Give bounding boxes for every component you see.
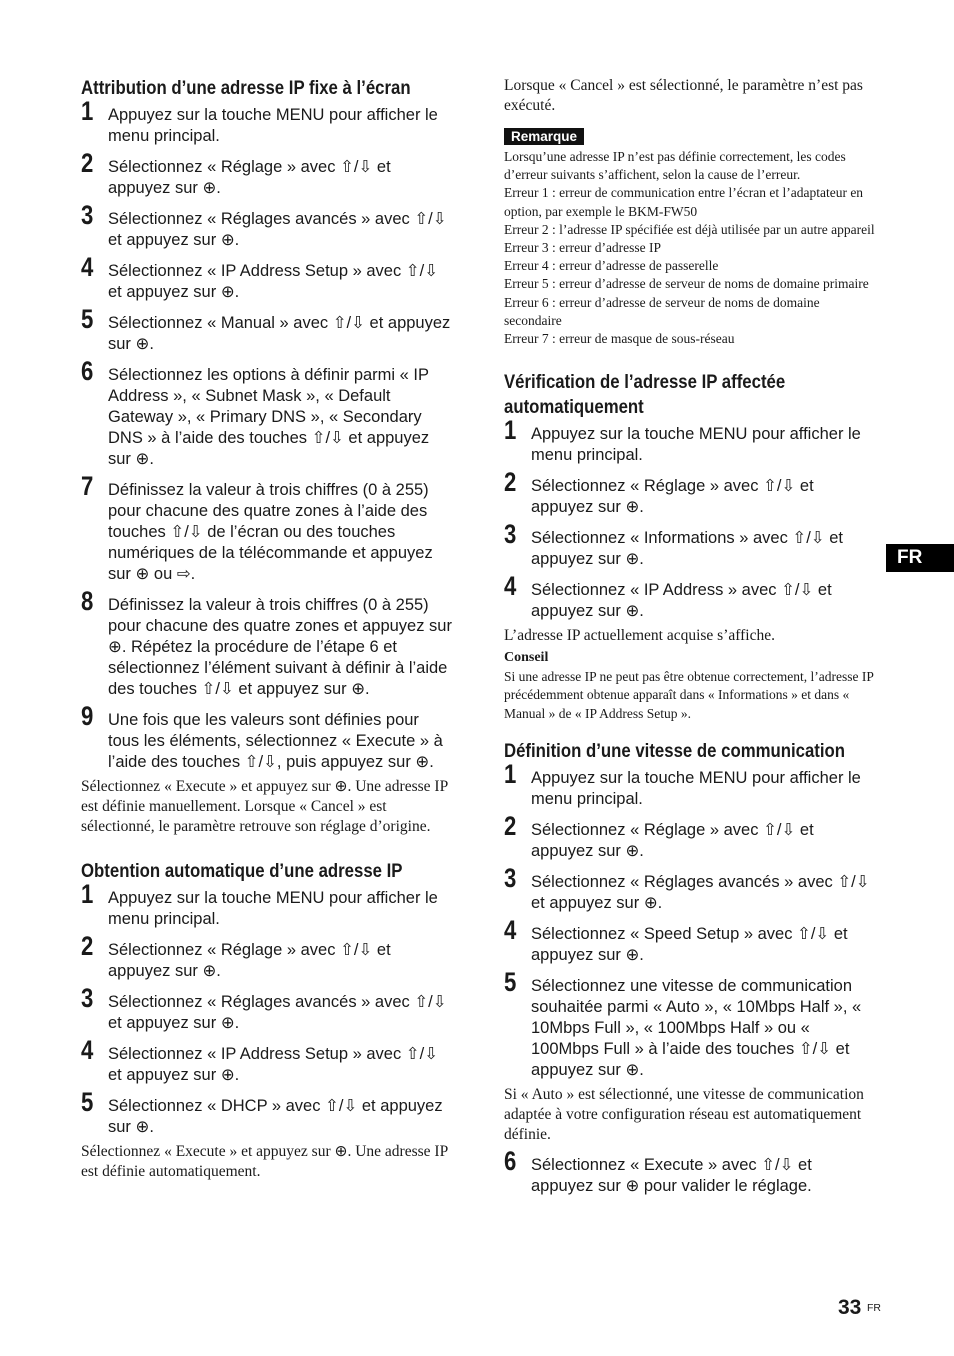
section-heading-fixed-ip: Attribution d’une adresse IP fixe à l’écran xyxy=(81,77,411,99)
step-text: Appuyez sur la touche MENU pour afficher le menu principal. xyxy=(531,425,861,465)
step-item xyxy=(504,862,876,914)
step-text: Définissez la valeur à trois chiffres (0 à 255) pour chacune des quatre zones à l’aide des touches ⇧/⇩ de l’écran ou des touches numériques de la télécommande et appuyez sur ⊕ ou ⇨. xyxy=(108,481,433,583)
step-number: 2 xyxy=(81,148,94,178)
step-text: Sélectionnez « Manual » avec ⇧/⇩ et appuyez sur ⊕. xyxy=(108,314,451,353)
step-text: Sélectionnez « IP Address Setup » avec ⇧/⇩ et appuyez sur ⊕. xyxy=(108,262,439,301)
step-text: Sélectionnez « Execute » avec ⇧/⇩ et appuyez sur ⊕ pour valider le réglage. xyxy=(531,1155,812,1195)
step-text: Appuyez sur la touche MENU pour afficher le menu principal. xyxy=(108,889,438,928)
step-number: 3 xyxy=(81,983,94,1013)
step-text: Sélectionnez « Réglage » avec ⇧/⇩ et appuyez sur ⊕. xyxy=(108,158,391,197)
step-text: Définissez la valeur à trois chiffres (0 à 255) pour chacune des quatre zones et appuyez sur ⊕. Répétez la procédure de l’étape 6 et sélectionnez l’élément suivant à définir à l’aide des touches ⇧/⇩ et appuyez sur ⊕. xyxy=(108,596,452,698)
tip-label: Conseil xyxy=(504,650,549,666)
step-item xyxy=(504,415,876,466)
step-item xyxy=(504,519,876,570)
remark-line: Erreur 6 : erreur d’adresse de serveur de noms de domaine secondaire xyxy=(504,294,820,328)
step-item xyxy=(81,879,453,930)
step-number: 7 xyxy=(81,471,94,501)
remark-block xyxy=(504,148,876,348)
step-text: Sélectionnez « IP Address Setup » avec ⇧/⇩ et appuyez sur ⊕. xyxy=(108,1045,439,1084)
step-text: Sélectionnez « IP Address » avec ⇧/⇩ et appuyez sur ⊕. xyxy=(531,581,832,621)
step-item xyxy=(81,356,453,470)
page-number: 33 xyxy=(838,1296,862,1319)
step-item xyxy=(81,1087,453,1138)
step-number: 3 xyxy=(504,519,517,550)
step-item xyxy=(504,758,876,810)
step-item xyxy=(81,200,453,251)
step-number: 4 xyxy=(81,1035,94,1065)
step-item xyxy=(504,467,876,518)
steps-auto-ip xyxy=(81,879,453,1138)
language-tab: FR xyxy=(886,544,954,572)
note-speed: Si « Auto » est sélectionné, une vitesse de communication adaptée à votre configuration réseau est automatiquement définie. xyxy=(504,1085,864,1143)
steps-verify-ip xyxy=(504,415,876,622)
step-number: 3 xyxy=(504,862,517,893)
step-item xyxy=(504,914,876,966)
step-text: Sélectionnez « Réglage » avec ⇧/⇩ et appuyez sur ⊕. xyxy=(531,820,814,860)
step-text: Sélectionnez « DHCP » avec ⇧/⇩ et appuyez sur ⊕. xyxy=(108,1097,443,1136)
step-item xyxy=(81,148,453,199)
step-text: Sélectionnez « Réglages avancés » avec ⇧/⇩ et appuyez sur ⊕. xyxy=(108,993,447,1032)
steps-fixed-ip xyxy=(81,96,453,773)
page-number-suffix: FR xyxy=(867,1302,881,1314)
steps-speed xyxy=(504,758,876,1081)
note-auto-ip: Sélectionnez « Execute » et appuyez sur ⊕. Une adresse IP est définie automatiquement. xyxy=(81,1143,448,1180)
step-number: 1 xyxy=(504,415,517,446)
step-number: 1 xyxy=(504,758,517,789)
step-item xyxy=(504,571,876,622)
note-fixed-ip: Sélectionnez « Execute » et appuyez sur ⊕. Une adresse IP est définie manuellement. Lorsque « Cancel » est sélectionné, le paramètre retrouve son réglage d’origine. xyxy=(81,778,448,835)
step-number: 2 xyxy=(81,931,94,961)
remark-line: Erreur 1 : erreur de communication entre l’écran et l’adaptateur en option, par exemple le BKM-FW50 xyxy=(504,185,864,219)
step-item xyxy=(81,471,453,585)
step-item xyxy=(81,586,453,700)
step-number: 6 xyxy=(81,356,94,386)
step-number: 1 xyxy=(81,96,94,126)
intro-text: Lorsque « Cancel » est sélectionné, le paramètre n’est pas exécuté. xyxy=(504,77,863,114)
step-item xyxy=(81,701,453,773)
section-heading-verify-ip: Vérification de l’adresse IP affectée automatiquement xyxy=(504,371,786,419)
step-number: 5 xyxy=(81,1087,94,1117)
step-number: 4 xyxy=(504,914,517,945)
step-item xyxy=(81,983,453,1034)
tip-text: Si une adresse IP ne peut pas être obtenue correctement, l’adresse IP précédemment obtenue apparaît dans « Informations » et dans « Manual » de « IP Address Setup ». xyxy=(504,669,874,721)
section-heading-auto-ip: Obtention automatique d’une adresse IP xyxy=(81,860,403,882)
section-heading-speed: Définition d’une vitesse de communication xyxy=(504,739,846,762)
remark-line: Erreur 2 : l’adresse IP spécifiée est déjà utilisée par un autre appareil xyxy=(504,221,875,237)
step-text: Sélectionnez « Réglages avancés » avec ⇧/⇩ et appuyez sur ⊕. xyxy=(108,210,447,249)
step-item xyxy=(81,252,453,303)
step-number: 6 xyxy=(504,1145,517,1176)
remark-line: Erreur 4 : erreur d’adresse de passerelle xyxy=(504,258,719,274)
step-text: Sélectionnez « Informations » avec ⇧/⇩ et appuyez sur ⊕. xyxy=(531,529,843,569)
remark-badge: Remarque xyxy=(504,128,584,145)
step-text: Appuyez sur la touche MENU pour afficher le menu principal. xyxy=(531,768,861,808)
step-item xyxy=(81,304,453,355)
step-text: Sélectionnez « Réglages avancés » avec ⇧/⇩ et appuyez sur ⊕. xyxy=(531,872,870,912)
step-text: Appuyez sur la touche MENU pour afficher le menu principal. xyxy=(108,106,438,145)
right-column xyxy=(504,76,876,1207)
step-item xyxy=(504,810,876,862)
step-text: Une fois que les valeurs sont définies pour tous les éléments, sélectionnez « Execute » à l’aide des touches ⇧/⇩, puis appuyez sur ⊕. xyxy=(108,711,443,771)
step-number: 5 xyxy=(504,966,517,997)
step-item xyxy=(504,1145,876,1197)
step-number: 4 xyxy=(81,252,94,282)
step-text: Sélectionnez les options à définir parmi « IP Address », « Subnet Mask », « Default Gateway », « Primary DNS », « Secondary DNS » à l’aide des touches ⇧/⇩ et appuyez sur ⊕. xyxy=(108,366,430,468)
step-text: Sélectionnez « Réglage » avec ⇧/⇩ et appuyez sur ⊕. xyxy=(108,941,391,980)
step-number: 3 xyxy=(81,200,94,230)
step-number: 5 xyxy=(81,304,94,334)
step-number: 4 xyxy=(504,571,517,602)
remark-line: Lorsqu’une adresse IP n’est pas définie correctement, les codes d’erreur suivants s’affichent, selon la cause de l’erreur. xyxy=(504,149,846,183)
step-item xyxy=(81,96,453,147)
step-item xyxy=(81,1035,453,1086)
step-number: 2 xyxy=(504,810,517,841)
step-number: 9 xyxy=(81,701,94,731)
step-number: 2 xyxy=(504,467,517,498)
step-text: Sélectionnez « Réglage » avec ⇧/⇩ et appuyez sur ⊕. xyxy=(531,477,814,517)
remark-line: Erreur 7 : erreur de masque de sous-réseau xyxy=(504,331,735,347)
step-item xyxy=(81,931,453,982)
remark-line: Erreur 3 : erreur d’adresse IP xyxy=(504,240,662,256)
left-column xyxy=(81,76,453,1204)
step-number: 1 xyxy=(81,879,94,909)
note-verify-ip: L’adresse IP actuellement acquise s’affiche. xyxy=(504,627,775,645)
remark-line: Erreur 5 : erreur d’adresse de serveur de noms de domaine primaire xyxy=(504,276,869,292)
step-number: 8 xyxy=(81,586,94,616)
step-text: Sélectionnez une vitesse de communication souhaitée parmi « Auto », « 10Mbps Half », « 10Mbps Full », « 100Mbps Half » ou « 100Mbps Full » à l’aide des touches ⇧/⇩ et appuyez sur ⊕. xyxy=(531,976,862,1079)
step-item xyxy=(504,966,876,1081)
step-text: Sélectionnez « Speed Setup » avec ⇧/⇩ et appuyez sur ⊕. xyxy=(531,924,848,964)
